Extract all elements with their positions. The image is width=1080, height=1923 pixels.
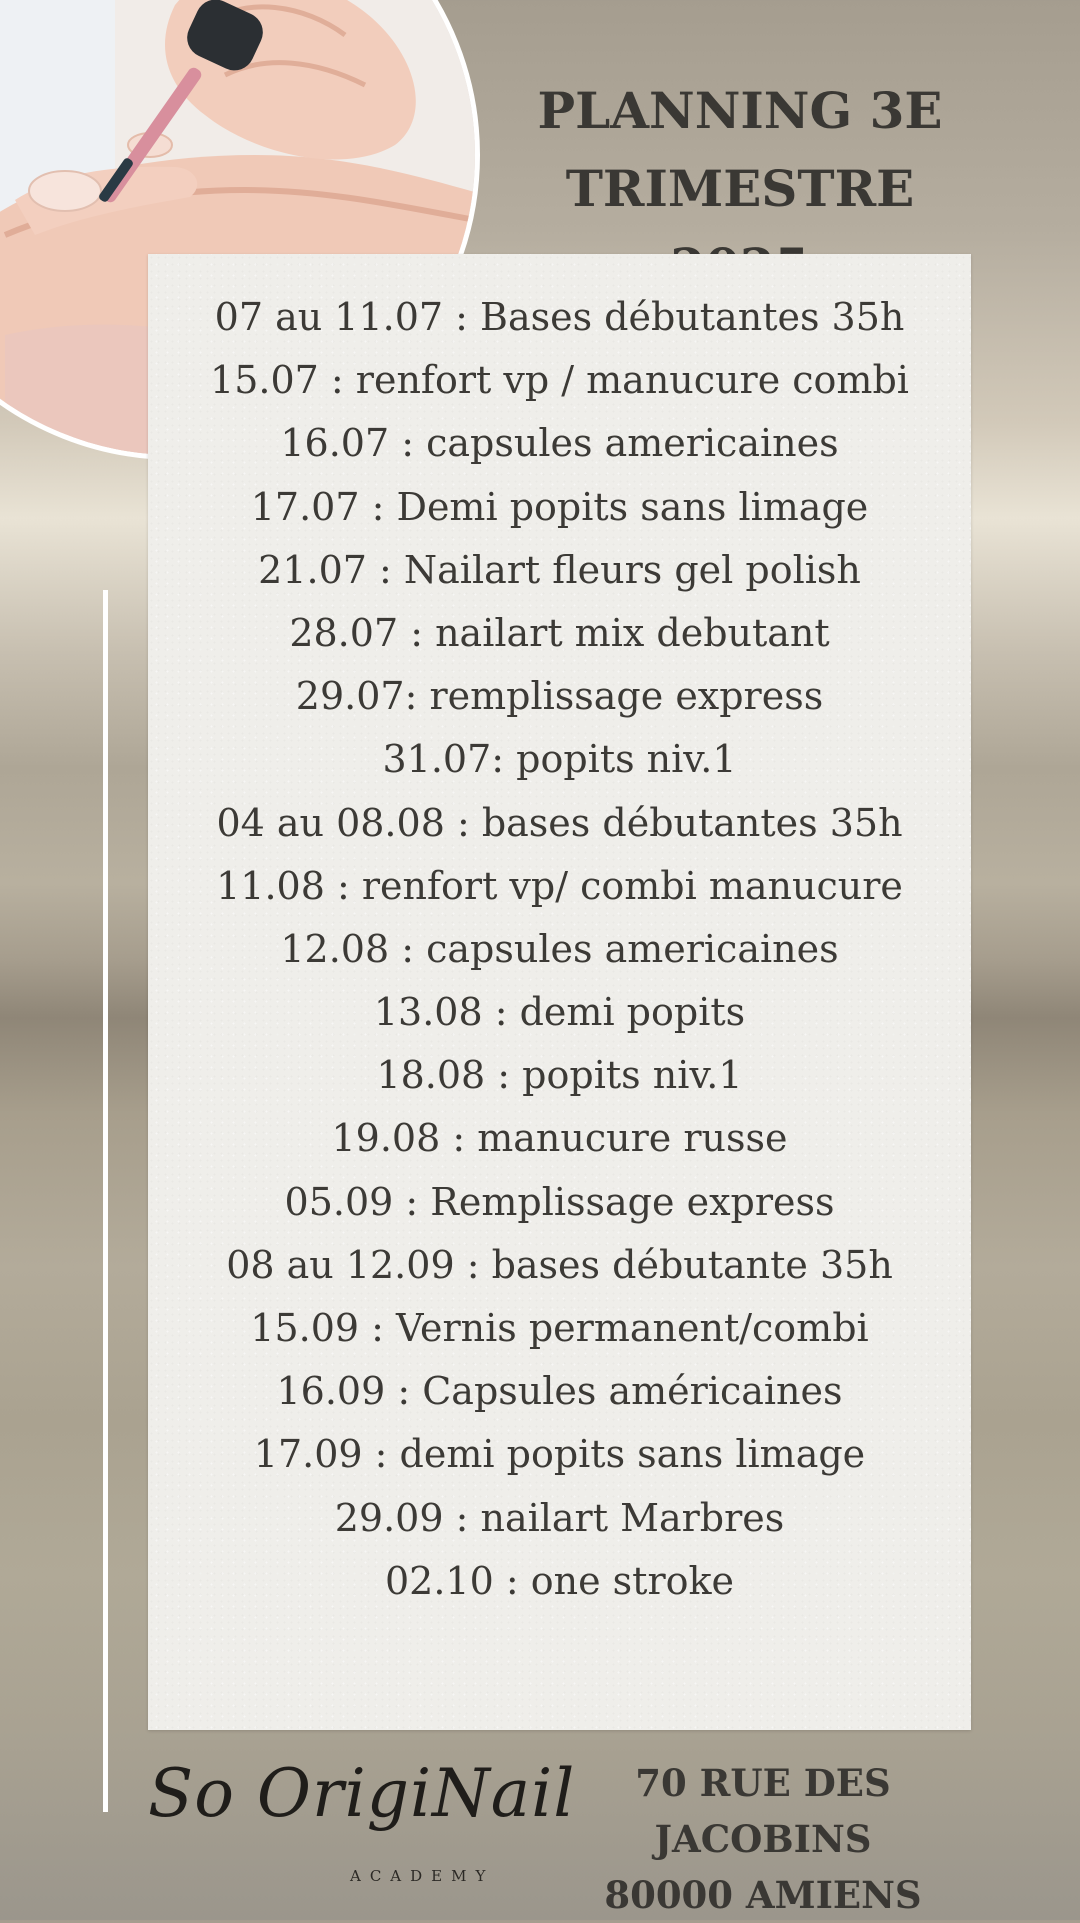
- schedule-item: 16.09 : Capsules américaines: [276, 1369, 843, 1414]
- schedule-item: 02.10 : one stroke: [385, 1558, 734, 1603]
- schedule-card: [148, 254, 971, 1730]
- schedule-item: 18.08 : popits niv.1: [376, 1053, 743, 1098]
- logo-subtitle: ACADEMY: [350, 1867, 495, 1885]
- title-line-1: PLANNING 3E: [537, 81, 943, 140]
- schedule-item: 28.07 : nailart mix debutant: [289, 610, 830, 655]
- schedule-item: 04 au 08.08 : bases débutantes 35h: [216, 800, 903, 845]
- schedule-item: 17.09 : demi popits sans limage: [253, 1432, 866, 1477]
- schedule-item: 17.07 : Demi popits sans limage: [250, 484, 869, 529]
- address-street: 70 RUE DES JACOBINS: [635, 1761, 891, 1861]
- schedule-item: 21.07 : Nailart fleurs gel polish: [258, 547, 861, 592]
- schedule-item: 15.07 : renfort vp / manucure combi: [210, 358, 909, 403]
- schedule-item: 08 au 12.09 : bases débutante 35h: [226, 1242, 893, 1287]
- title-line-2: TRIMESTRE: [565, 159, 915, 218]
- schedule-item: 16.07 : capsules americaines: [280, 421, 839, 466]
- schedule-item: 11.08 : renfort vp/ combi manucure: [216, 863, 903, 908]
- schedule-item: 19.08 : manucure russe: [331, 1116, 788, 1161]
- schedule-item: 31.07: popits niv.1: [382, 737, 737, 782]
- schedule-item: 29.09 : nailart Marbres: [334, 1495, 785, 1540]
- brand-logo: [148, 1755, 576, 1895]
- schedule-item: 15.09 : Vernis permanent/combi: [250, 1306, 869, 1350]
- address-city: 80000 AMIENS: [604, 1873, 922, 1917]
- schedule-item: 29.07: remplissage express: [295, 674, 824, 719]
- schedule-item: 07 au 11.07 : Bases débutantes 35h: [214, 295, 905, 339]
- schedule-item: 05.09 : Remplissage express: [284, 1179, 835, 1224]
- decorative-vertical-line: [103, 590, 108, 1812]
- schedule-item: 12.08 : capsules americaines: [280, 926, 839, 971]
- address-block: [528, 1755, 998, 1923]
- schedule-item: 13.08 : demi popits: [373, 990, 746, 1035]
- logo-script-text: So OrigiNail: [148, 1755, 576, 1832]
- schedule-list: [148, 286, 971, 1613]
